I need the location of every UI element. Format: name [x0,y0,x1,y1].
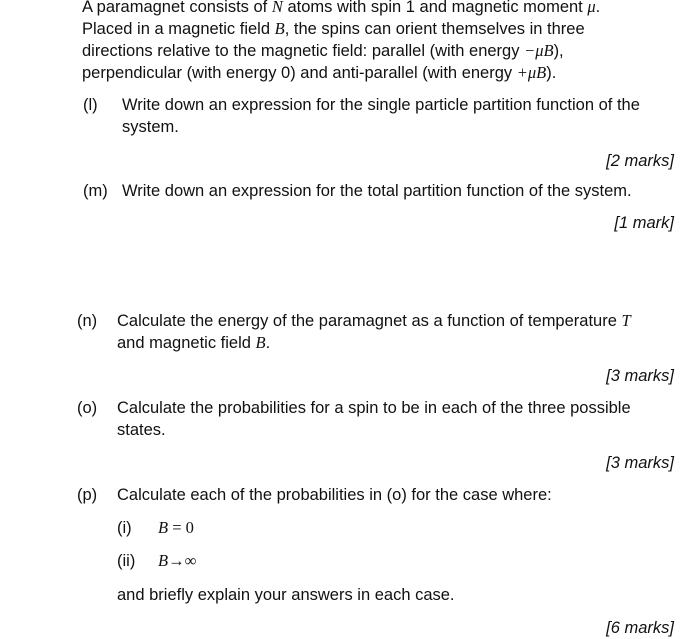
question-n-marks: [3 marks] [606,367,674,385]
question-m-marks: [1 mark] [614,214,674,232]
intro-line-4: perpendicular (with energy 0) and anti-parallel (with energy +μB). [82,63,557,82]
question-n-label: (n) [77,312,98,330]
question-n-text-2: and magnetic field B. [117,333,271,352]
question-p-tail: and briefly explain your answers in each case. [117,586,455,604]
question-m-label: (m) [83,182,108,200]
question-o-label: (o) [77,399,98,417]
question-p-sub-i-expr: B = 0 [158,518,194,537]
question-p-sub-ii-expr: B→∞ [158,551,197,570]
intro-line-1: A paramagnet consists of N atoms with spin 1 and magnetic moment μ. [82,0,601,16]
question-l-label: (l) [83,96,98,114]
question-o-text-1: Calculate the probabilities for a spin to be in each of the three possible [117,399,631,417]
question-o-marks: [3 marks] [606,454,674,472]
question-p-text: Calculate each of the probabilities in (o) for the case where: [117,486,552,504]
question-p-sub-i-label: (i) [117,519,132,537]
question-p-marks: [6 marks] [606,619,674,637]
question-p-label: (p) [77,486,98,504]
question-o-text-2: states. [117,421,166,439]
intro-line-3: directions relative to the magnetic field: parallel (with energy −μB), [82,41,564,60]
question-n-text-1: Calculate the energy of the paramagnet as a function of temperature T [117,311,631,330]
question-l-text-1: Write down an expression for the single particle partition function of the [122,96,640,114]
question-l-text-2: system. [122,118,179,136]
intro-line-2: Placed in a magnetic field B, the spins can orient themselves in three [82,19,585,38]
question-m-text: Write down an expression for the total partition function of the system. [122,182,632,200]
question-l-marks: [2 marks] [606,152,674,170]
question-p-sub-ii-label: (ii) [117,552,136,570]
